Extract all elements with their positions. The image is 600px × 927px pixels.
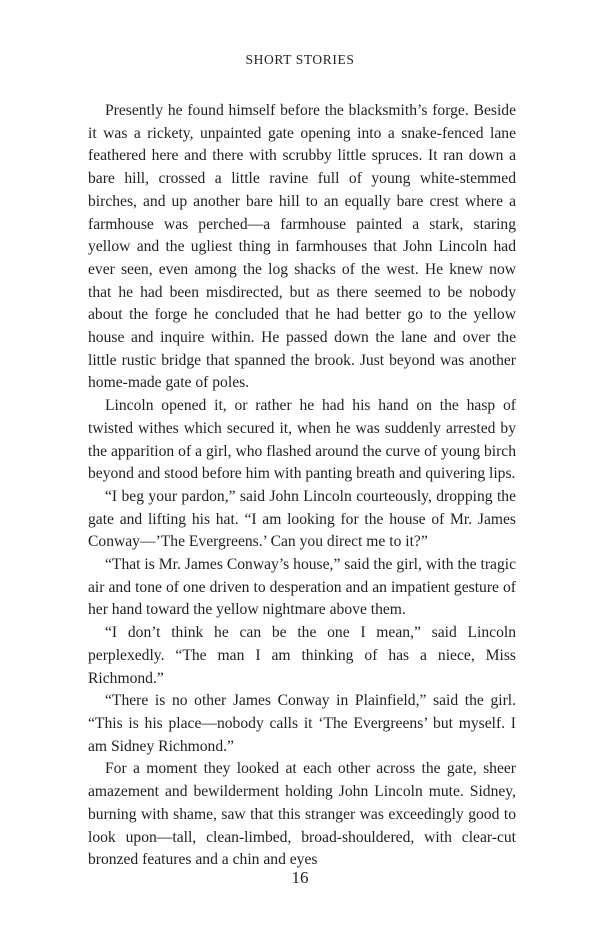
- paragraph: For a moment they looked at each other across the gate, sheer amazement and bewilderment holding John Lincoln mute. Sidney, burning with shame, saw that this stranger was exceedingly good to look upon—tall, clean-limbed, broad-shouldered, with clear-cut bronzed features and a chin and eyes: [88, 760, 516, 869]
- running-head: SHORT STORIES: [245, 52, 355, 67]
- paragraph: “I beg your pardon,” said John Lincoln courteously, dropping the gate and lifting his hat. “I am looking for the house of Mr. James Conway—’The Evergreens.’ Can you direct me to it?”: [88, 487, 516, 551]
- paragraph: “There is no other James Conway in Plainfield,” said the girl. “This is his place—nobody calls it ‘The Evergreens’ but myself. I am Sidney Richmond.”: [88, 692, 516, 755]
- body-text: [88, 100, 516, 872]
- paragraph: “I don’t think he can be the one I mean,” said Lincoln perplexedly. “The man I am thinking of has a niece, Miss Richmond.”: [88, 624, 516, 687]
- page-number: 16: [291, 868, 309, 887]
- paragraph: Lincoln opened it, or rather he had his hand on the hasp of twisted withes which secured it, when he was suddenly arrested by the apparition of a girl, who flashed around the curve of young birch beyond and stood before him with panting breath and quivering lips.: [88, 397, 516, 483]
- paragraph: “That is Mr. James Conway’s house,” said the girl, with the tragic air and tone of one driven to desperation and an impatient gesture of her hand toward the yellow nightmare above them.: [88, 556, 516, 619]
- paragraph: Presently he found himself before the blacksmith’s forge. Beside it was a rickety, unpainted gate opening into a snake-fenced lane feathered here and there with scrubby little spruces. It ran down a bare hill, crossed a little ravine full of young white-stemmed birches, and up another bare hill to an equally bare crest where a farmhouse was perched—a farmhouse painted a stark, staring yellow and the ugliest thing in farmhouses that John Lincoln had ever seen, even among the log shacks of the west. He knew now that he had been misdirected, but as there seemed to be nobody about the forge he concluded that he had better go to the yellow house and inquire within. He passed down the lane and over the little rustic bridge that spanned the brook. Just beyond was another home-made gate of poles.: [88, 102, 516, 392]
